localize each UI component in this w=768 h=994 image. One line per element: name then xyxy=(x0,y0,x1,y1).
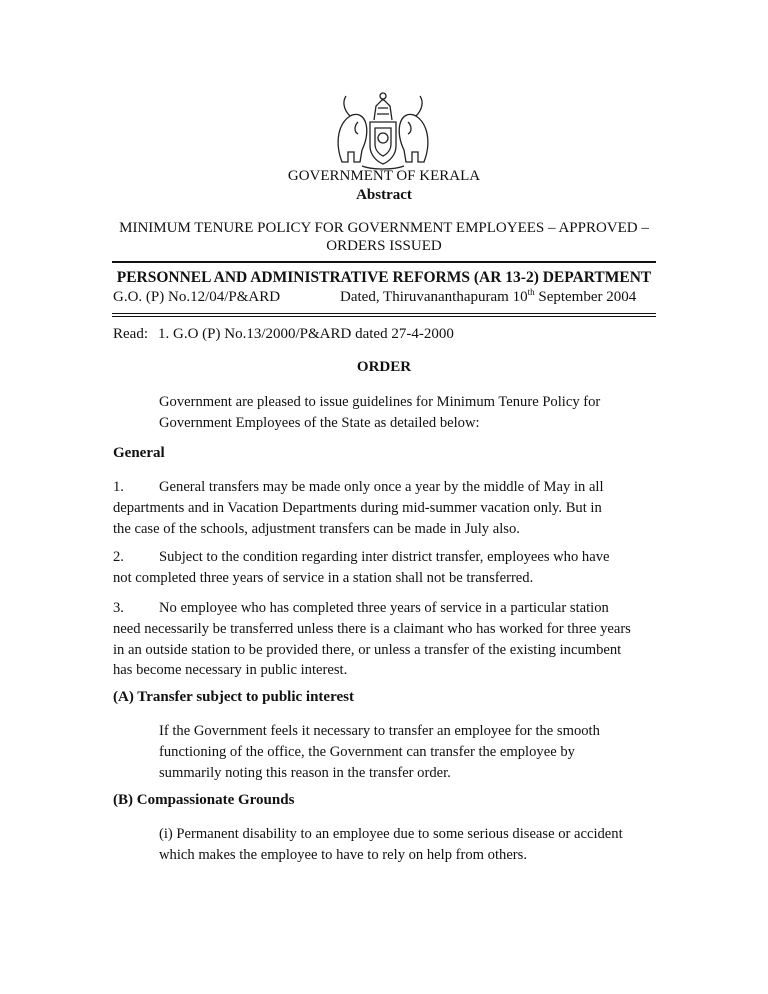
department-name: PERSONNEL AND ADMINISTRATIVE REFORMS (AR 13-2) DEPARTMENT xyxy=(116,269,652,286)
point-1: 1. General transfers may be made only once a year by the middle of May in all departments and in Vacation Departments during mid-summer vacation only. But in the case of the schools, adjustment transfers can be made in July also. xyxy=(113,479,604,537)
order-date: Dated, Thiruvananthapuram 10th September 2004 xyxy=(340,287,637,305)
government-title: GOVERNMENT OF KERALA xyxy=(287,168,481,184)
order-heading: ORDER xyxy=(356,359,412,375)
state-emblem-icon xyxy=(332,86,434,172)
section-b-text: (i) Permanent disability to an employee due to some serious disease or accident which makes the employee to have to rely on help from others. xyxy=(159,826,623,863)
section-a-text: If the Government feels it necessary to transfer an employee for the smooth functioning of the office, the Government can transfer the employee by summarily noting this reason in the transfer order. xyxy=(159,723,600,781)
point-2: 2. Subject to the condition regarding inter district transfer, employees who have not completed three years of service in a station shall not be transferred. xyxy=(113,549,610,586)
subject-line-1: MINIMUM TENURE POLICY FOR GOVERNMENT EMPLOYEES – APPROVED – xyxy=(119,220,649,236)
header-rule xyxy=(112,261,656,263)
read-reference: 1. G.O (P) No.13/2000/P&ARD dated 27-4-2000 xyxy=(158,326,454,342)
order-intro: Government are pleased to issue guidelines for Minimum Tenure Policy for Government Employees of the State as detailed below: xyxy=(159,394,601,431)
date-rule-1 xyxy=(112,313,656,314)
abstract-label: Abstract xyxy=(356,187,412,203)
read-label: Read: xyxy=(113,326,148,342)
date-rule-2 xyxy=(112,316,656,317)
subject-line-2: ORDERS ISSUED xyxy=(326,238,442,254)
go-number: G.O. (P) No.12/04/P&ARD xyxy=(113,289,281,305)
general-heading: General xyxy=(113,445,165,461)
section-a-heading: (A) Transfer subject to public interest xyxy=(113,689,354,705)
section-b-heading: (B) Compassionate Grounds xyxy=(113,792,295,808)
point-3: 3. No employee who has completed three years of service in a particular station need necessarily be transferred unless there is a claimant who has worked for three years in an outside station to be provided there, or unless a transfer of the existing incumbent has become necessary in public interest. xyxy=(113,600,631,679)
